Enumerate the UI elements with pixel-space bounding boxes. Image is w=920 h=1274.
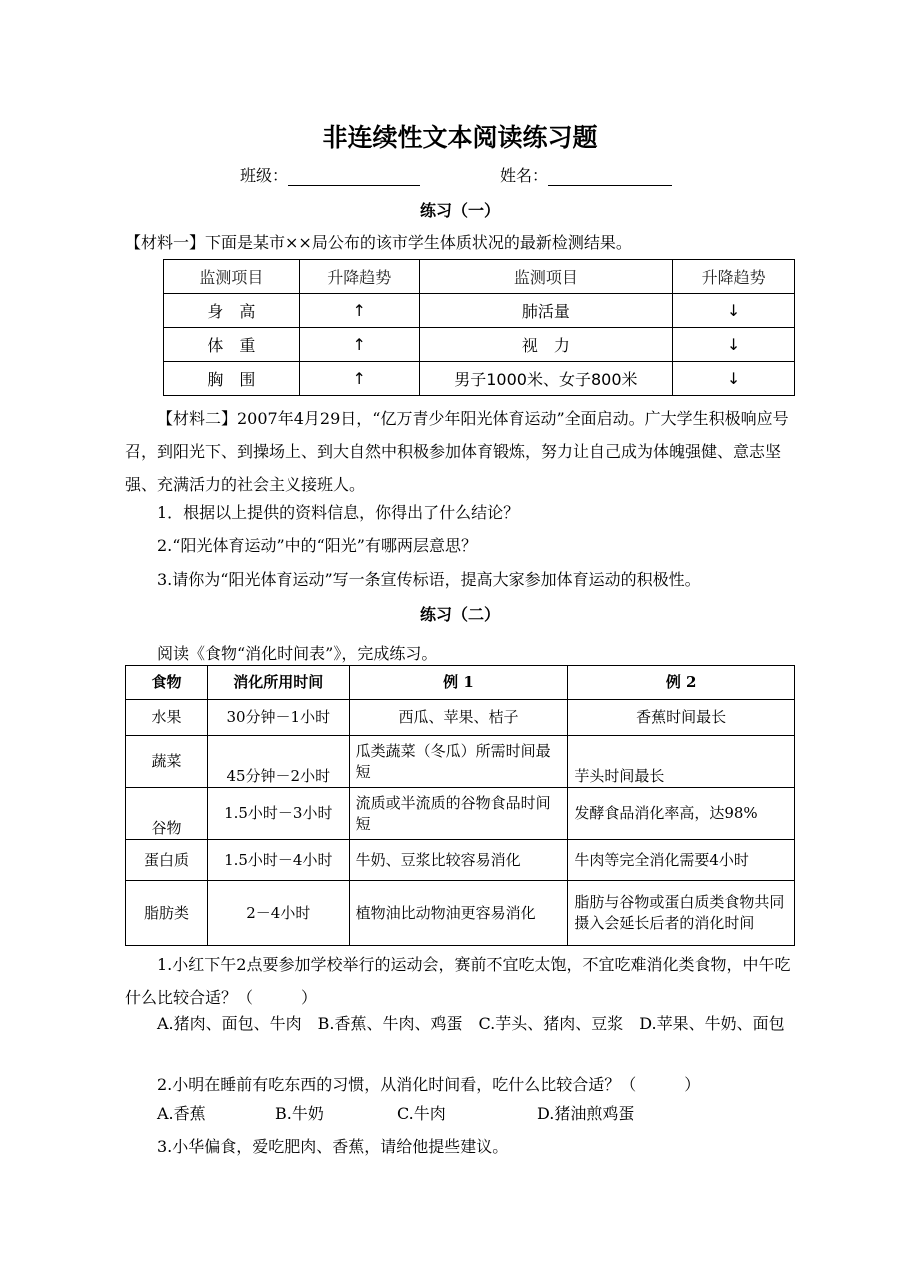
table-cell: 香蕉时间最长 [568, 700, 795, 736]
table-cell: ↓ [673, 328, 795, 362]
table-cell: 谷物 [126, 788, 208, 840]
class-field [240, 163, 420, 186]
table-row [164, 362, 795, 396]
name-blank[interactable] [548, 167, 672, 186]
material-1: 【材料一】下面是某市××局公布的该市学生体质状况的最新检测结果。 [125, 233, 632, 252]
table-row [126, 788, 795, 840]
material-2: 【材料二】2007年4月29日，“亿万青少年阳光体育运动”全面启动。广大学生积极响应号召，到阳光下、到操场上、到大自然中积极参加体育锻炼，努力让自己成为体魄强健、意志坚强、充满活力的社会主义接班人。 [125, 409, 789, 494]
table-cell: 肺活量 [419, 294, 673, 328]
class-blank[interactable] [288, 167, 420, 186]
table-row [126, 700, 795, 736]
table-row [126, 736, 795, 788]
exercise-2-intro: 阅读《食物“消化时间表”》，完成练习。 [157, 644, 438, 663]
header-cell: 食物 [126, 666, 208, 700]
table-cell: 30分钟－1小时 [207, 700, 349, 736]
table-cell: 植物油比动物油更容易消化 [349, 881, 568, 946]
exercise-2-heading: 练习（二） [419, 605, 500, 624]
table-cell: 牛奶、豆浆比较容易消化 [349, 840, 568, 881]
header-cell: 升降趋势 [673, 260, 795, 294]
table-cell: ↓ [673, 362, 795, 396]
option-b: B.牛奶 [275, 1104, 324, 1123]
ex2-question-3: 3.小华偏食，爱吃肥肉、香蕉，请给他提些建议。 [157, 1137, 509, 1156]
table-cell: 体 重 [164, 328, 300, 362]
header-cell: 升降趋势 [299, 260, 419, 294]
name-label: 姓名： [500, 166, 549, 185]
table-row [126, 840, 795, 881]
fitness-table [163, 259, 795, 396]
table-cell: 蔬菜 [126, 736, 208, 788]
table-header-row [164, 260, 795, 294]
option-d: D.猪油煎鸡蛋 [537, 1104, 635, 1123]
ex2-question-2: 2.小明在睡前有吃东西的习惯，从消化时间看，吃什么比较合适？（ ） [157, 1075, 701, 1094]
question-1: 1．根据以上提供的资料信息，你得出了什么结论？ [157, 503, 520, 522]
table-cell: 水果 [126, 700, 208, 736]
table-cell: ↑ [299, 328, 419, 362]
table-cell: 西瓜、苹果、桔子 [349, 700, 568, 736]
table-cell: ↑ [299, 362, 419, 396]
ex2-question-1: 1.小红下午2点要参加学校举行的运动会，赛前不宜吃太饱，不宜吃难消化类食物，中午吃什么比较合适？（ ） [125, 955, 791, 1007]
table-header-row [126, 666, 795, 700]
header-cell: 例 2 [568, 666, 795, 700]
table-cell: 蛋白质 [126, 840, 208, 881]
table-cell: 脂肪与谷物或蛋白质类食物共同摄入会延长后者的消化时间 [568, 881, 795, 946]
table-cell: 1.5小时－3小时 [207, 788, 349, 840]
table-cell: 脂肪类 [126, 881, 208, 946]
option-a: A.香蕉 [157, 1104, 206, 1123]
table-row [164, 294, 795, 328]
table-cell: 视 力 [419, 328, 673, 362]
table-cell: 45分钟－2小时 [207, 736, 349, 788]
table-cell: ↑ [299, 294, 419, 328]
table-cell: 男子1000米、女子800米 [419, 362, 673, 396]
name-field [500, 163, 672, 186]
table-cell: 瓜类蔬菜（冬瓜）所需时间最短 [349, 736, 568, 788]
table-cell: 牛肉等完全消化需要4小时 [568, 840, 795, 881]
question-3: 3.请你为“阳光体育运动”写一条宣传标语，提高大家参加体育运动的积极性。 [157, 570, 701, 589]
table-cell: ↓ [673, 294, 795, 328]
table-cell: 发酵食品消化率高，达98% [568, 788, 795, 840]
table-cell: 身 高 [164, 294, 300, 328]
table-cell: 1.5小时－4小时 [207, 840, 349, 881]
option-c: C.牛肉 [397, 1104, 446, 1123]
table-cell: 胸 围 [164, 362, 300, 396]
table-cell: 2－4小时 [207, 881, 349, 946]
ex2-question-1-options: A.猪肉、面包、牛肉 B.香蕉、牛肉、鸡蛋 C.芋头、猪肉、豆浆 D.苹果、牛奶、面包 [157, 1014, 785, 1033]
exercise-1-heading: 练习（一） [419, 201, 500, 220]
table-cell: 流质或半流质的谷物食品时间短 [349, 788, 568, 840]
header-cell: 监测项目 [164, 260, 300, 294]
header-cell: 消化所用时间 [207, 666, 349, 700]
class-label: 班级： [240, 166, 289, 185]
header-cell: 监测项目 [419, 260, 673, 294]
question-2: 2.“阳光体育运动”中的“阳光”有哪两层意思？ [157, 536, 477, 555]
digestion-table [125, 665, 795, 946]
header-cell: 例 1 [349, 666, 568, 700]
page-title: 非连续性文本阅读练习题 [322, 123, 598, 152]
table-row [164, 328, 795, 362]
table-cell: 芋头时间最长 [568, 736, 795, 788]
table-row [126, 881, 795, 946]
